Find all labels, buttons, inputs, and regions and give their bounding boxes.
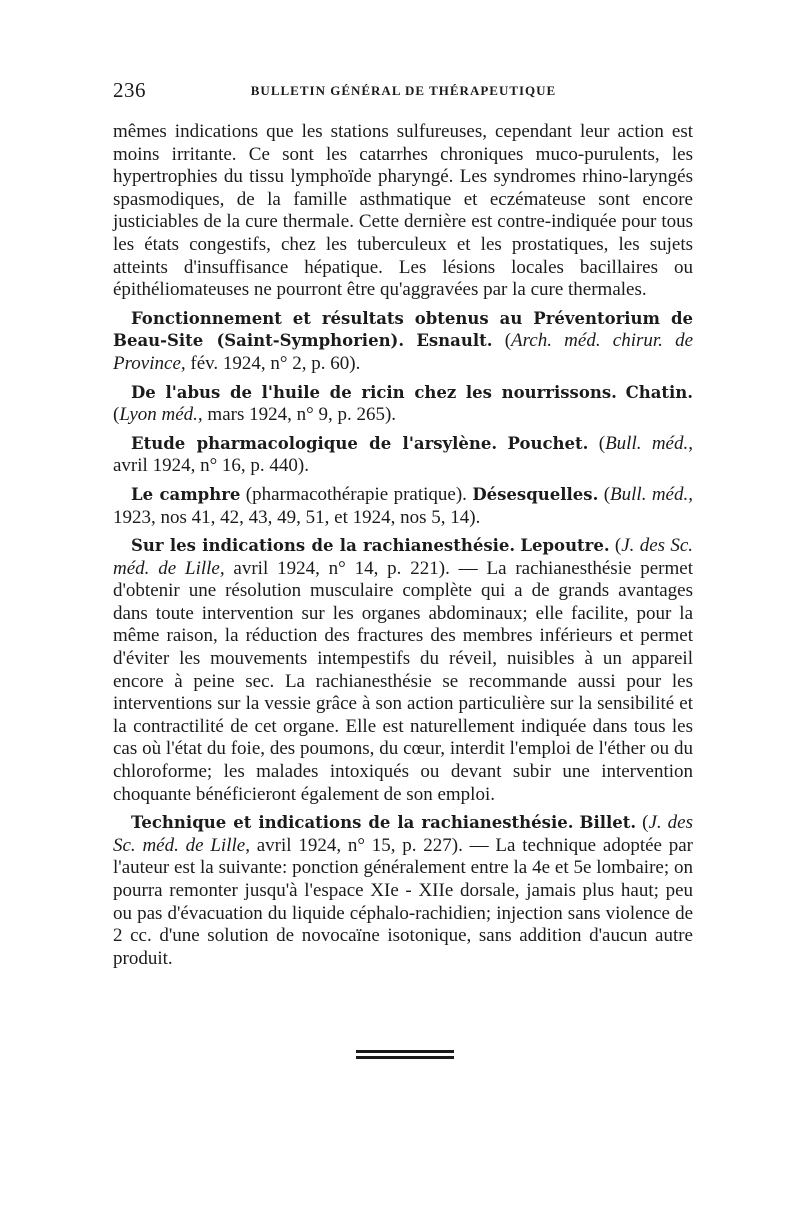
entry-rest: avril 1924, n° 16, p. 440). — [113, 455, 309, 477]
entry-title: Etude pharmacologique de l'arsylène. — [131, 433, 498, 453]
page-number: 236 — [113, 78, 146, 102]
journal-name: J. des Sc. méd. de Lille, — [113, 812, 694, 856]
entry-subtitle: (pharmacothérapie pratique). — [240, 483, 473, 505]
entry-title: Le camphre — [131, 484, 241, 504]
entry-pouchet — [113, 433, 693, 478]
entry-rest: avril 1924, n° 15, p. 227). — La technique adoptée par l'auteur est la suivante: ponction généralement entre la 4e et 5e lombaire; on pourra remonter jusqu'à l'espace XIe - XIIe dorsale, jamais plus haut; peu ou pas d'évacuation du liquide céphalo-rachidien; injection sans violence de 2 cc. d'une solution de novocaïne isotonique, sans addition d'aucun autre produit. — [113, 834, 693, 969]
entry-title: Sur les indications de la rachianesthésie. — [131, 536, 516, 556]
ref-open: ( — [603, 483, 611, 505]
entry-desesquelles — [113, 484, 693, 529]
ref-open: ( — [614, 535, 622, 557]
entry-author: Billet. — [579, 813, 637, 833]
running-title: BULLETIN GÉNÉRAL DE THÉRAPEUTIQUE — [250, 83, 557, 98]
entry-author: Désesquelles. — [472, 484, 599, 504]
journal-name: Bull. méd., — [610, 483, 693, 505]
entry-lepoutre — [113, 535, 693, 806]
entry-rest: mars 1924, n° 9, p. 265). — [202, 404, 397, 426]
journal-name: Lyon méd., — [119, 404, 203, 426]
ref-open: ( — [642, 812, 649, 834]
ref-open: ( — [504, 330, 512, 352]
ref-open: ( — [598, 432, 606, 454]
entry-billet — [113, 812, 693, 970]
ref-open: ( — [113, 404, 120, 426]
separator-rule — [356, 1050, 454, 1053]
entry-author: Chatin. — [625, 382, 694, 402]
entry-rest: fév. 1924, n° 2, p. 60). — [185, 352, 361, 374]
entry-title: De l'abus de l'huile de ricin chez les nourrissons. — [131, 382, 617, 402]
article-body — [113, 121, 693, 976]
separator-rule — [356, 1056, 454, 1059]
entry-author: Pouchet. — [507, 433, 589, 453]
entry-author: Lepoutre. — [520, 536, 610, 556]
journal-name: Bull. méd., — [605, 432, 693, 454]
entry-rest: avril 1924, n° 14, p. 221). — La rachianesthésie permet d'obtenir une résolution musculaire complète qui a de grands avantages dans toute intervention sur les organes abdominaux; elle facilite, pour la même raison, la réduction des fractures des membres inférieurs et permet d'éviter les mouvements intempestifs du réveil, nuisibles à un appareil encore à peine sec. La rachianesthésie se recommande aussi pour les interventions sur la vessie grâce à son action particulière sur la sensibilité et la contractilité de cet organe. Elle est naturellement indiquée dans tous les cas où l'état du foie, des poumons, du cœur, interdit l'emploi de l'éther ou du chloroforme; les malades intoxiqués ou devant subir une intervention choquante bénéficieront également de son emploi. — [113, 557, 693, 805]
page-header — [113, 78, 694, 104]
entry-title: Fonctionnement et résultats obtenus au Préventorium de Beau-Site (Saint-Symphorien). — [113, 308, 693, 351]
entry-author: Esnault. — [416, 331, 493, 351]
entry-rest: 1923, nos 41, 42, 43, 49, 51, et 1924, nos 5, 14). — [113, 506, 481, 528]
entry-title: Technique et indications de la rachianesthésie. — [131, 813, 574, 833]
journal-name: J. des Sc. méd. de Lille, — [113, 535, 694, 579]
journal-name: Arch. méd. chirur. de Province, — [113, 330, 694, 374]
intro-paragraph: mêmes indications que les stations sulfureuses, cependant leur action est moins irritante. Ce sont les catarrhes chroniques muco-purulents, les hypertrophies du tissu lymphoïde pharyngé. Les syndromes rhino-laryngés spasmodiques, de la famille asthmatique et eczémateuse sont encore justiciables de la cure thermale. Cette dernière est contre-indiquée pour tous les états congestifs, chez les tuberculeux et les prostatiques, les sujets atteints d'insuffisance hépatique. Les lésions locales bacillaires ou épithéliomateuses ne pourront être qu'aggravées par la cure thermales. — [113, 121, 693, 301]
entry-chatin — [113, 382, 693, 427]
entry-esnault — [113, 308, 693, 376]
